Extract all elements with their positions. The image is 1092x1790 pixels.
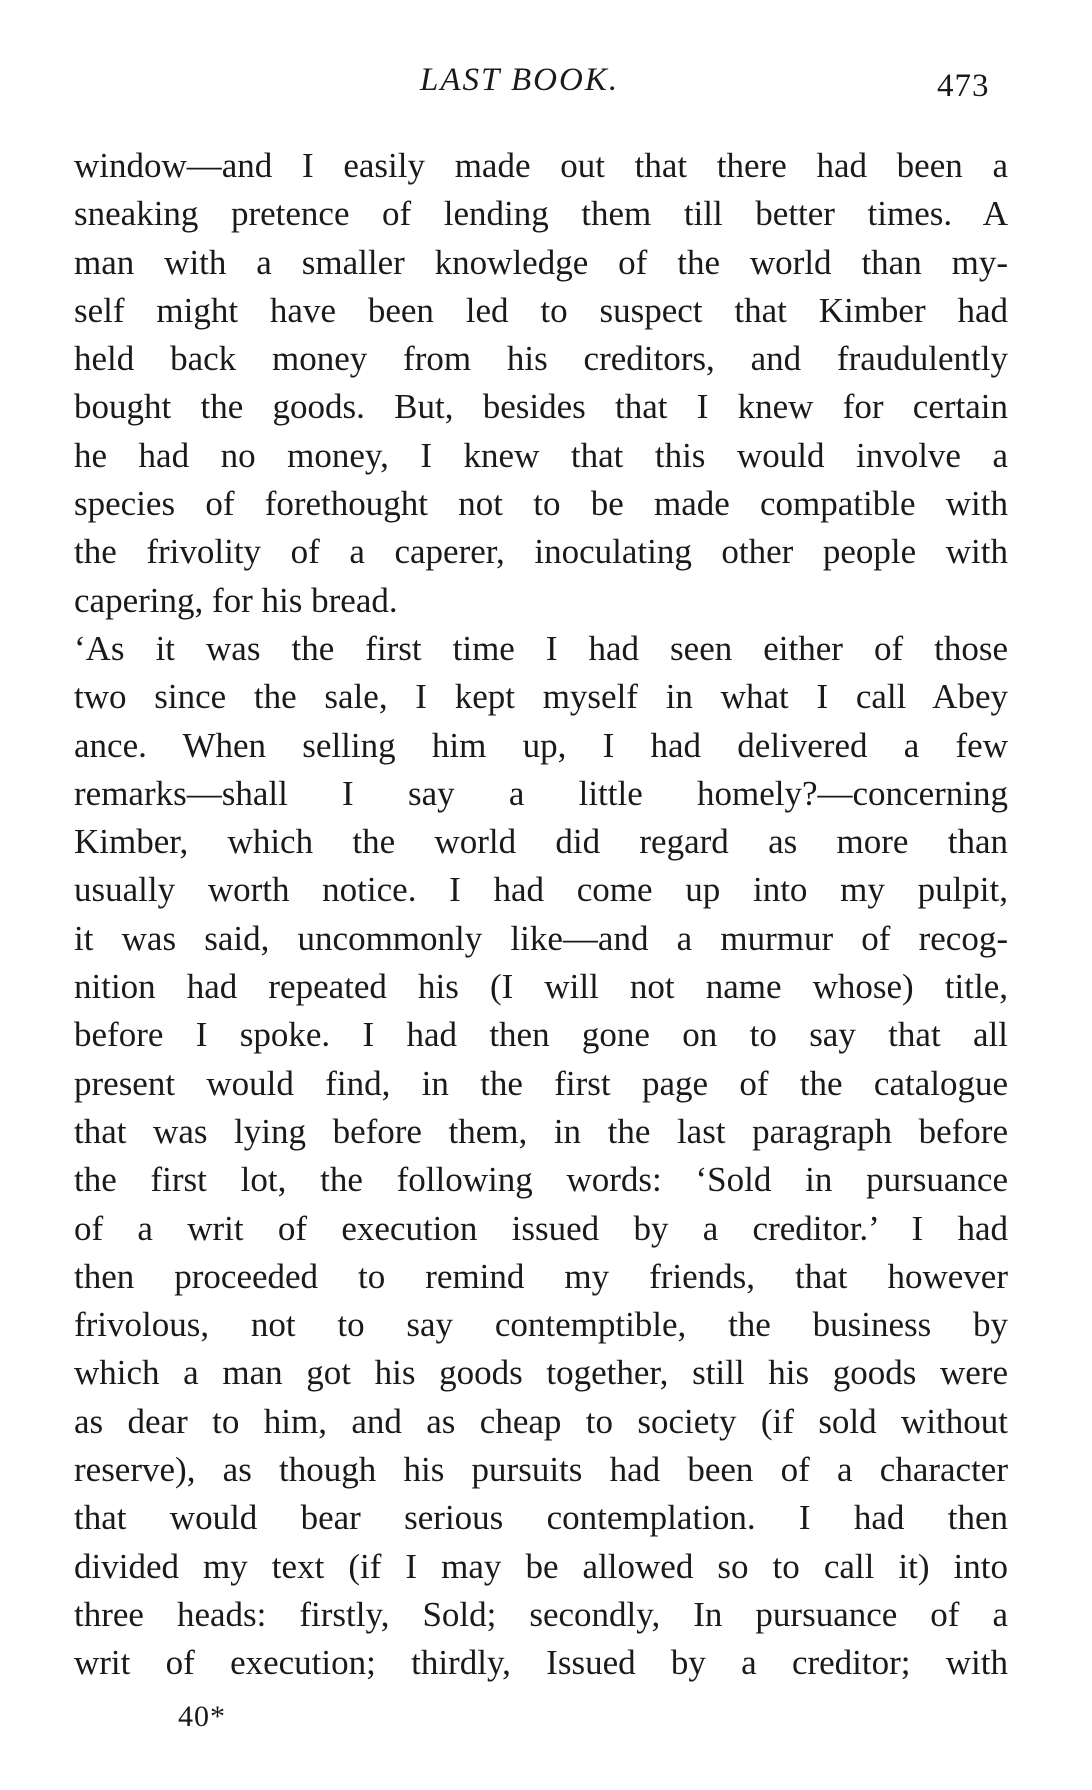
- text-line: then proceeded to remind my friends, that however: [74, 1256, 1008, 1296]
- text-line: nition had repeated his (I will not name whose) title,: [74, 967, 1008, 1007]
- page-number: 473: [937, 68, 990, 104]
- text-line: self might have been led to suspect that Kimber had: [74, 290, 1008, 330]
- text-line: which a man got his goods together, still his goods were: [74, 1353, 1008, 1393]
- text-line: usually worth notice. I had come up into my pulpit,: [74, 870, 1008, 910]
- text-line: species of forethought not to be made compatible with: [74, 484, 1008, 524]
- body-text: [74, 142, 1008, 1688]
- text-line: frivolous, not to say contemptible, the business by: [74, 1305, 1008, 1345]
- text-line: present would find, in the first page of the catalogue: [74, 1063, 1008, 1103]
- text-line: held back money from his creditors, and fraudulently: [74, 339, 1008, 379]
- running-title: LAST BOOK.: [420, 62, 620, 98]
- text-line: divided my text (if I may be allowed so to call it) into: [74, 1546, 1008, 1586]
- text-line: three heads: firstly, Sold; secondly, In pursuance of a: [74, 1594, 1008, 1634]
- text-line: Kimber, which the world did regard as more than: [74, 822, 1008, 862]
- text-line: ‘As it was the first time I had seen either of those: [74, 628, 1008, 668]
- text-line: it was said, uncommonly like—and a murmur of recog-: [74, 918, 1008, 958]
- signature-mark: 40*: [178, 1700, 226, 1733]
- text-line: reserve), as though his pursuits had been of a character: [74, 1450, 1008, 1490]
- text-line: two since the sale, I kept myself in what I call Abey: [74, 677, 1008, 717]
- text-line: of a writ of execution issued by a creditor.’ I had: [74, 1208, 1008, 1248]
- text-line: man with a smaller knowledge of the world than my-: [74, 242, 1008, 282]
- text-line: as dear to him, and as cheap to society (if sold without: [74, 1401, 1008, 1441]
- text-line: the first lot, the following words: ‘Sold in pursuance: [74, 1160, 1008, 1200]
- text-line: he had no money, I knew that this would involve a: [74, 435, 1008, 475]
- text-line: ance. When selling him up, I had delivered a few: [74, 725, 1008, 765]
- text-line: capering, for his bread.: [74, 580, 398, 620]
- text-line: that would bear serious contemplation. I had then: [74, 1498, 1008, 1538]
- text-line: sneaking pretence of lending them till better times. A: [74, 194, 1008, 234]
- text-line: remarks—shall I say a little homely?—concerning: [74, 773, 1008, 813]
- text-line: that was lying before them, in the last paragraph before: [74, 1111, 1008, 1151]
- text-line: before I spoke. I had then gone on to say that all: [74, 1015, 1008, 1055]
- text-line: bought the goods. But, besides that I knew for certain: [74, 387, 1008, 427]
- running-head: [0, 62, 1092, 112]
- text-line: window—and I easily made out that there had been a: [74, 146, 1008, 185]
- text-line: the frivolity of a caperer, inoculating other people with: [74, 532, 1008, 572]
- text-line: writ of execution; thirdly, Issued by a creditor; with: [74, 1643, 1008, 1683]
